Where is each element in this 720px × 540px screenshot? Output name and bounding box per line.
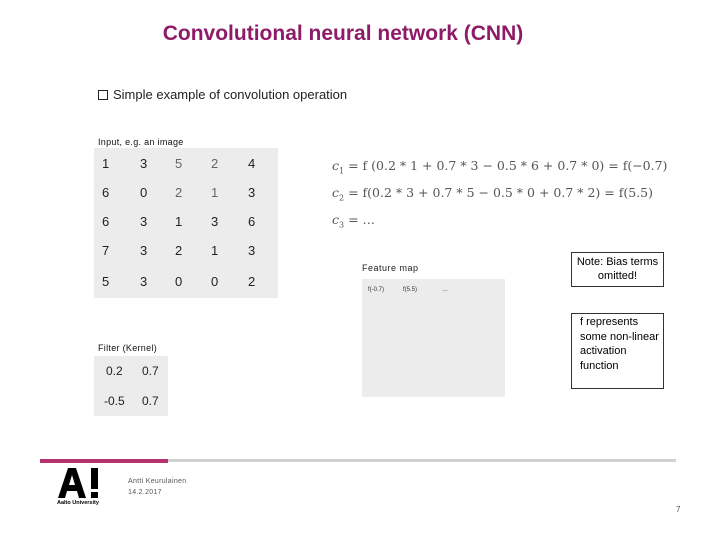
bullet-item [98, 87, 347, 102]
input-cell: 2 [211, 156, 219, 171]
equation-c3-expr: = … [348, 212, 376, 227]
equation-c1: $c_1 = f$ (0.2 * 1 + 0.7 * 3 − 0.5 * 6 + 0.7 * 0) = f(−0.7) [332, 158, 668, 176]
feature-map [362, 279, 505, 397]
footer-author: Antti Keurulainen [128, 478, 187, 485]
input-cell: 6 [102, 185, 110, 200]
input-cell: 4 [248, 156, 256, 171]
input-cell: 5 [175, 156, 183, 171]
footer-date: 14.2.2017 [128, 489, 162, 496]
footer-accent [40, 459, 168, 463]
filter-cell: 0.2 [106, 364, 123, 378]
input-cell: 3 [248, 185, 256, 200]
equation-c2: $c_2 = f(0.2 * 3 + 0.7 * 5 - 0.5 * 0 + 0.7 * 2) = f(5.5)$ [332, 185, 653, 203]
feature-map-cell: f(-0.7) [368, 287, 385, 293]
input-cell: 5 [102, 274, 110, 289]
equation-c3: $c_3$ = … [332, 212, 376, 230]
activation-note-box: f represents some non-linear activation function [571, 313, 664, 389]
input-cell: 1 [102, 156, 110, 171]
feature-map-cell: f(5.5) [403, 287, 418, 293]
checkbox-bullet-icon [98, 90, 108, 100]
input-cell: 3 [140, 274, 148, 289]
input-cell: 2 [175, 243, 183, 258]
equation-c1-expr: = f (0.2 * 1 + 0.7 * 3 − 0.5 * 6 + 0.7 * 0) = f(−0.7) [348, 158, 668, 173]
filter-cell: 0.7 [142, 364, 159, 378]
input-cell: 1 [211, 243, 219, 258]
note-box: Note: Bias terms omitted! [571, 252, 664, 287]
logo-text: Aalto University [57, 500, 99, 506]
input-matrix [94, 148, 278, 298]
filter-cell: -0.5 [104, 394, 125, 408]
input-cell: 0 [211, 274, 219, 289]
input-cell: 0 [140, 185, 148, 200]
equation-c2-expr: = f(0.2 * 3 + 0.7 * 5 − 0.5 * 0 + 0.7 * 2) = f(5.5) [348, 185, 653, 200]
feature-map-label: Feature map [362, 263, 419, 273]
input-cell: 6 [102, 214, 110, 229]
input-cell: 3 [211, 214, 219, 229]
input-cell: 3 [140, 214, 148, 229]
input-label: Input, e.g. an image [98, 137, 184, 147]
input-cell: 1 [211, 185, 219, 200]
input-cell: 2 [248, 274, 256, 289]
bullet-text: Simple example of convolution operation [113, 87, 348, 102]
filter-matrix [94, 356, 168, 416]
input-cell: 6 [248, 214, 256, 229]
slide-title: Convolutional neural network (CNN) [162, 22, 524, 45]
input-cell: 3 [248, 243, 256, 258]
input-cell: 1 [175, 214, 183, 229]
input-cell: 0 [175, 274, 183, 289]
page-number: 7 [676, 505, 681, 514]
filter-label: Filter (Kernel) [98, 343, 158, 353]
input-cell: 7 [102, 243, 110, 258]
feature-map-cell: … [442, 287, 448, 293]
input-cell: 3 [140, 156, 148, 171]
filter-cell: 0.7 [142, 394, 159, 408]
input-cell: 3 [140, 243, 148, 258]
input-cell: 2 [175, 185, 183, 200]
